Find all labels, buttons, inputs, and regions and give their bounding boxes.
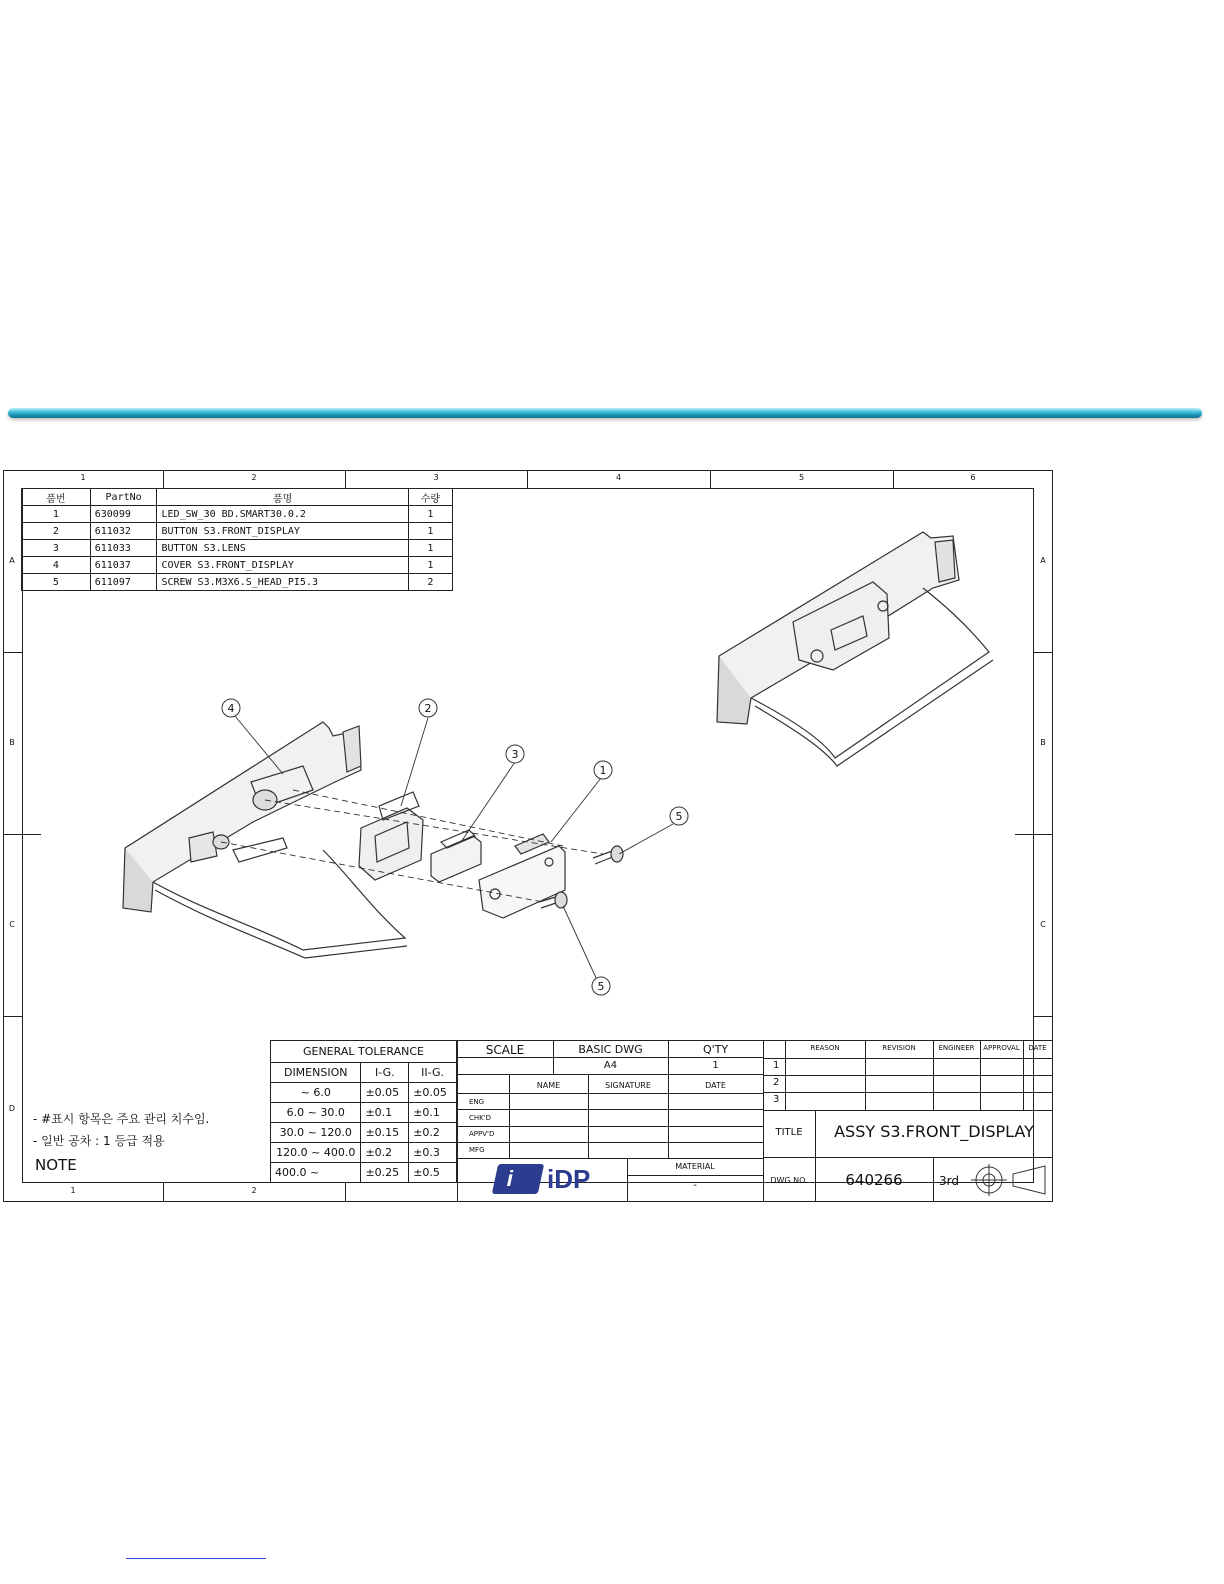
rev-header-approval: APPROVAL xyxy=(983,1044,1020,1052)
tb-line xyxy=(763,1075,1053,1076)
tb-line xyxy=(763,1092,1053,1093)
tolerance-g1: ±0.25 xyxy=(361,1163,409,1183)
rev-row-3: 3 xyxy=(773,1094,780,1105)
projection-angle-label: 3rd xyxy=(939,1174,959,1188)
tb-line xyxy=(457,1074,763,1075)
tb-line xyxy=(763,1110,1053,1111)
scale-label: SCALE xyxy=(485,1043,525,1057)
parts-header-partno: PartNo xyxy=(90,489,157,506)
tolerance-dim: 6.0 ~ 30.0 xyxy=(271,1103,361,1123)
rev-header-reason: REASON xyxy=(810,1044,840,1052)
part-qty: 2 xyxy=(408,574,452,591)
signature-label: SIGNATURE xyxy=(605,1081,651,1090)
table-row xyxy=(271,1103,457,1123)
part-number: 611033 xyxy=(90,540,157,557)
part-number: 611032 xyxy=(90,523,157,540)
zone-top-3: 3 xyxy=(433,473,439,482)
role-chkd: CHK'D xyxy=(469,1114,492,1122)
tb-line xyxy=(763,1058,1053,1059)
zone-top-6: 6 xyxy=(970,473,976,482)
tb-line xyxy=(457,1040,458,1202)
table-row xyxy=(271,1123,457,1143)
table-row xyxy=(271,1083,457,1103)
tolerance-dim: 30.0 ~ 120.0 xyxy=(271,1123,361,1143)
callout-5-upper: 5 xyxy=(675,810,683,823)
tolerance-g1: ±0.2 xyxy=(361,1143,409,1163)
name-label: NAME xyxy=(536,1081,561,1090)
part-no: 4 xyxy=(22,557,91,574)
callout-5-lower: 5 xyxy=(597,980,605,993)
exploded-view xyxy=(123,716,673,980)
zone-left-d: D xyxy=(8,1104,16,1113)
tolerance-g2: ±0.2 xyxy=(409,1123,457,1143)
part-no: 5 xyxy=(22,574,91,591)
callout-2: 2 xyxy=(424,702,432,715)
parts-header-qty: 수량 xyxy=(408,489,452,506)
tb-line xyxy=(933,1157,934,1202)
part-name: COVER S3.FRONT_DISPLAY xyxy=(157,557,408,574)
tb-line xyxy=(1052,1040,1053,1202)
zone-left-b: B xyxy=(9,738,15,747)
table-row xyxy=(271,1143,457,1163)
zone-left-c: C xyxy=(9,920,15,929)
parts-header-no: 품번 xyxy=(22,489,91,506)
basic-dwg-value: A4 xyxy=(603,1060,618,1071)
zone-right-a: A xyxy=(1040,556,1046,565)
tb-line xyxy=(627,1175,763,1176)
header-gradient-bar xyxy=(8,408,1202,418)
part-no: 1 xyxy=(22,506,91,523)
third-angle-projection-icon xyxy=(969,1162,1049,1198)
callout-3: 3 xyxy=(511,748,519,761)
assembled-view xyxy=(717,532,993,766)
table-row xyxy=(271,1163,457,1183)
tb-line xyxy=(457,1109,763,1110)
role-appvd: APPV'D xyxy=(469,1130,495,1138)
dwg-no-value: 640266 xyxy=(845,1171,903,1189)
tolerance-dim: 400.0 ~ xyxy=(271,1163,361,1183)
note-line-1: - #표시 항목은 주요 관리 치수임. xyxy=(33,1112,210,1126)
tolerance-g1: ±0.05 xyxy=(361,1083,409,1103)
tb-line xyxy=(457,1040,1053,1041)
part-name: BUTTON S3.LENS xyxy=(157,540,408,557)
note-heading: NOTE xyxy=(35,1156,77,1174)
general-tolerance-table xyxy=(270,1040,457,1183)
part-no: 2 xyxy=(22,523,91,540)
part-number: 611097 xyxy=(90,574,157,591)
tb-line xyxy=(457,1126,763,1127)
logo-mark-text: i xyxy=(504,1166,516,1191)
zone-left-a: A xyxy=(9,556,15,565)
dwg-no-label: DWG NO. xyxy=(770,1176,808,1185)
callout-1: 1 xyxy=(599,764,607,777)
tolerance-title: GENERAL TOLERANCE xyxy=(271,1041,457,1063)
part-no: 3 xyxy=(22,540,91,557)
footer-link-underline xyxy=(126,1558,266,1559)
callout-4: 4 xyxy=(227,702,235,715)
zone-right-c: C xyxy=(1040,920,1046,929)
zone-top-1: 1 xyxy=(80,473,86,482)
drawing-sheet xyxy=(3,470,1053,1202)
tb-line xyxy=(457,1093,763,1094)
title-label: TITLE xyxy=(775,1127,803,1138)
part-qty: 1 xyxy=(408,557,452,574)
qty-label: Q'TY xyxy=(702,1043,729,1056)
parts-header-name: 품명 xyxy=(157,489,408,506)
zone-right-b: B xyxy=(1040,738,1046,747)
tolerance-g2: ±0.5 xyxy=(409,1163,457,1183)
part-name: SCREW S3.M3X6.S_HEAD_PI5.3 xyxy=(157,574,408,591)
rev-row-2: 2 xyxy=(773,1077,780,1088)
qty-value: 1 xyxy=(712,1060,719,1071)
title-value: ASSY S3.FRONT_DISPLAY xyxy=(834,1122,1034,1141)
tolerance-header-g2: II-G. xyxy=(409,1063,457,1083)
tb-line xyxy=(763,1157,1053,1158)
logo-text: iDP xyxy=(547,1164,591,1194)
basic-dwg-label: BASIC DWG xyxy=(578,1043,643,1056)
date-label: DATE xyxy=(705,1081,726,1090)
tolerance-header-g1: I-G. xyxy=(361,1063,409,1083)
part-qty: 1 xyxy=(408,523,452,540)
tolerance-header-dimension: DIMENSION xyxy=(271,1063,361,1083)
tolerance-dim: 120.0 ~ 400.0 xyxy=(271,1143,361,1163)
tb-line xyxy=(457,1057,763,1058)
zone-bottom-1: 1 xyxy=(70,1186,76,1195)
material-value: - xyxy=(693,1180,697,1191)
rev-header-revision: REVISION xyxy=(882,1044,916,1052)
note-line-2: - 일반 공차 : 1 등급 적용 xyxy=(33,1134,165,1148)
tolerance-title-row xyxy=(271,1041,457,1063)
zone-top-4: 4 xyxy=(615,473,622,482)
zone-top-2: 2 xyxy=(251,473,257,482)
part-name: LED_SW_30 BD.SMART30.0.2 xyxy=(157,506,408,523)
part-number: 611037 xyxy=(90,557,157,574)
zone-top-5: 5 xyxy=(798,473,805,482)
rev-row-1: 1 xyxy=(773,1060,780,1071)
tb-line xyxy=(457,1201,1053,1202)
tolerance-g2: ±0.3 xyxy=(409,1143,457,1163)
logo-mark xyxy=(492,1164,544,1194)
part-qty: 1 xyxy=(408,540,452,557)
role-eng: ENG xyxy=(469,1098,485,1106)
part-number: 630099 xyxy=(90,506,157,523)
tolerance-g1: ±0.15 xyxy=(361,1123,409,1143)
role-mfg: MFG xyxy=(469,1146,485,1154)
tolerance-header-row xyxy=(271,1063,457,1083)
rev-header-date: DATE xyxy=(1028,1044,1047,1052)
material-label: MATERIAL xyxy=(675,1162,715,1171)
part-qty: 1 xyxy=(408,506,452,523)
zone-bottom-2: 2 xyxy=(251,1186,257,1195)
screw-upper xyxy=(593,846,623,864)
rev-header-engineer: ENGINEER xyxy=(938,1044,975,1052)
tb-line xyxy=(457,1142,763,1143)
tb-line xyxy=(457,1158,763,1159)
tolerance-g2: ±0.05 xyxy=(409,1083,457,1103)
tolerance-g1: ±0.1 xyxy=(361,1103,409,1123)
part-name: BUTTON S3.FRONT_DISPLAY xyxy=(157,523,408,540)
tolerance-dim: ~ 6.0 xyxy=(271,1083,361,1103)
tolerance-g2: ±0.1 xyxy=(409,1103,457,1123)
